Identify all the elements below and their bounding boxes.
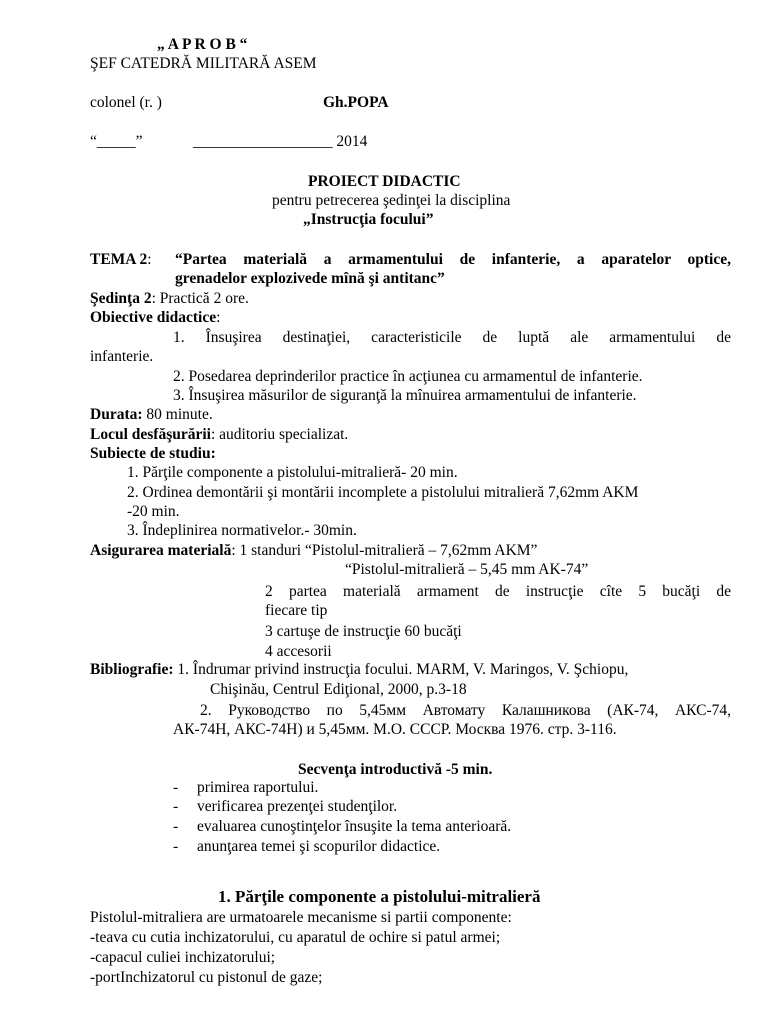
- subiecte-item-3: 3. Îndeplinirea normativelor.- 30min.: [127, 522, 357, 539]
- secventa-item: - primirea raportului.: [173, 779, 319, 796]
- obiective-heading: Obiective didactice:: [90, 309, 221, 326]
- locul-line: Locul desfăşurării: auditoriu specializat.: [90, 426, 349, 443]
- asigurarea-line-3: 2 partea materială armament de instrucţie cîte 5 bucăţi de: [265, 583, 731, 600]
- approval-date-day: “_____”: [90, 133, 143, 150]
- tema-text-line2: grenadelor explozivede mînă şi antitanc”: [175, 270, 445, 287]
- asigurarea-line-5: 3 cartuşe de instrucţie 60 bucăţi: [265, 623, 462, 640]
- section-1-intro: Pistolul-mitraliera are urmatoarele mecanisme si partii componente:: [90, 909, 512, 926]
- secventa-item: - evaluarea cunoştinţelor însuşite la tema anterioară.: [173, 818, 512, 835]
- tema-label: TEMA 2:: [90, 251, 152, 268]
- bibliografie-line-3: 2. Руководство по 5,45мм Автомату Калашникова (АК-74, АКС-74,: [200, 702, 731, 719]
- subiecte-heading: Subiecte de studiu:: [90, 445, 216, 462]
- approval-title: „ A P R O B “: [157, 36, 248, 53]
- tema-text-line1: “Partea materială a armamentului de infanterie, a aparatelor optice,: [175, 251, 731, 268]
- bibliografie-line-1: Bibliografie: 1. Îndrumar privind instrucţia focului. MARM, V. Maringos, V. Şchiopu,: [90, 661, 629, 678]
- approval-name: Gh.POPA: [323, 94, 389, 111]
- discipline-name: „Instrucţia focului”: [303, 211, 434, 228]
- obiective-item-3: 3. Însuşirea măsurilor de siguranţă la mînuirea armamentului de infanterie.: [173, 387, 637, 404]
- asigurarea-line-2: “Pistolul-mitralieră – 5,45 mm AK-74”: [345, 561, 589, 578]
- bibliografie-line-2: Chişinău, Centrul Ediţional, 2000, p.3-18: [210, 681, 467, 698]
- obiective-item-1: 1. Însuşirea destinaţiei, caracteristicile de luptă ale armamentului de: [173, 329, 731, 346]
- document-subtitle: pentru petrecerea şedinţei la disciplina: [272, 192, 511, 209]
- approval-rank: colonel (r. ): [90, 94, 162, 111]
- section-1-title: 1. Părţile componente a pistolului-mitralieră: [218, 887, 541, 906]
- secventa-title: Secvenţa introductivă -5 min.: [298, 761, 493, 778]
- bibliografie-line-4: АК-74Н, АКС-74Н) и 5,45мм. М.О. СССР. Москва 1976. стр. 3-116.: [173, 721, 617, 738]
- section-1-item: -portInchizatorul cu pistonul de gaze;: [90, 969, 323, 986]
- asigurarea-line-4: fiecare tip: [265, 602, 328, 619]
- sedinta-line: Şedinţa 2: Practică 2 ore.: [90, 290, 249, 307]
- subiecte-item-2-cont: -20 min.: [127, 503, 180, 520]
- subiecte-item-1: 1. Părţile componente a pistolului-mitralieră- 20 min.: [127, 464, 458, 481]
- document-title: PROIECT DIDACTIC: [308, 173, 461, 190]
- section-1-item: -teava cu cutia inchizatorului, cu aparatul de ochire si patul armei;: [90, 929, 501, 946]
- secventa-item: - verificarea prezenţei studenţilor.: [173, 798, 398, 815]
- approval-date-month-year: __________________ 2014: [193, 133, 368, 150]
- obiective-item-2: 2. Posedarea deprinderilor practice în acţiunea cu armamentul de infanterie.: [173, 368, 643, 385]
- subiecte-item-2: 2. Ordinea demontării şi montării incomplete a pistolului mitralieră 7,62mm AKM: [127, 484, 639, 501]
- section-1-item: -capacul culiei inchizatorului;: [90, 949, 276, 966]
- durata-line: Durata: 80 minute.: [90, 406, 213, 423]
- approval-position: ŞEF CATEDRĂ MILITARĂ ASEM: [90, 55, 317, 72]
- asigurarea-line-6: 4 accesorii: [265, 643, 332, 660]
- asigurarea-line-1: Asigurarea materială: 1 standuri “Pistolul-mitralieră – 7,62mm AKM”: [90, 542, 538, 559]
- obiective-item-1-cont: infanterie.: [90, 348, 154, 365]
- secventa-item: - anunţarea temei şi scopurilor didactice.: [173, 838, 441, 855]
